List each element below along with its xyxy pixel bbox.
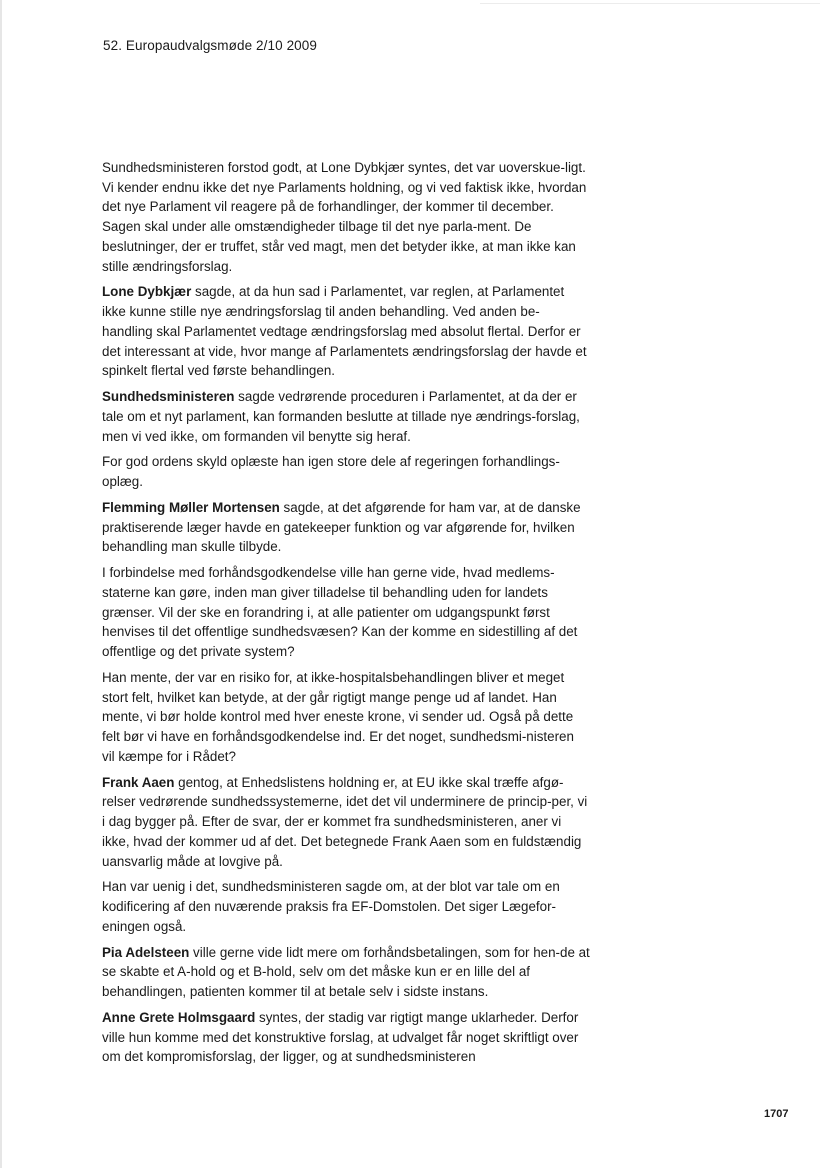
speaker-name: Sundhedsministeren [102, 389, 235, 405]
speaker-name: Flemming Møller Mortensen [102, 500, 280, 515]
paragraph-text: gentog, at Enhedslistens holdning er, at EU ikke skal træffe afgø-relser vedrørende sundhedssystemerne, idet det vil underminere de princip-per, vi i dag bygger på. Efter de svar, der er kommet fra sundhedsministeren, aner vi ikke, hvad der kommer ud af det. Det betegnede Frank Aaen som en fuldstændig uansvarlig måde at lovgive på. [102, 774, 588, 869]
paragraph-text: syntes, der stadig var rigtigt mange uklarheder. Derfor ville hun komme med det konstruktive forslag, at udvalget får noget skriftligt over om det kompromisforslag, der ligger, og at sundhedsministeren [102, 1010, 579, 1065]
paragraph-text: Han var uenig i det, sundhedsministeren sagde om, at der blot var tale om en kodificering af den nuværende praksis fra EF-Domstolen. Det siger Lægefor-eningen også. [102, 879, 560, 934]
speaker-name: Pia Adelsteen [102, 944, 190, 960]
paragraph-text: Han mente, der var en risiko for, at ikke-hospitalsbehandlingen bliver et meget stort felt, hvilket kan betyde, at der går rigtigt mange penge ud af landet. Han mente, vi bør holde kontrol med hver eneste krone, vi sender ud. Også på dette felt bør vi have en forhåndsgodkendelse ind. Er det noget, sundhedsmi-nisteren vil kæmpe for i Rådet? [102, 670, 574, 764]
paragraph [102, 563, 590, 662]
document-body [102, 158, 590, 1073]
paragraph [102, 773, 590, 872]
paragraph-text: sagde vedrørende proceduren i Parlamentet, at da der er tale om et nyt parlament, kan formanden beslutte at tillade nye ændrings-forslag, men vi ved ikke, om formanden vil benytte sig heraf. [102, 389, 580, 444]
paragraph [102, 668, 590, 767]
speaker-name: Frank Aaen [102, 774, 175, 790]
paragraph-text: sagde, at da hun sad i Parlamentet, var reglen, at Parlamentet ikke kunne stille nye ændringsforslag til anden behandling. Ved anden be-handling skal Parlamentet vedtage ændringsforslag med absolut flertal. Derfor er det interessant at vide, hvor mange af Parlamentets ændringsforslag der havde et spinkelt flertal ved første behandlingen. [102, 284, 587, 379]
paragraph-text: Sundhedsministeren forstod godt, at Lone Dybkjær syntes, det var uoverskue-ligt. Vi kender endnu ikke det nye Parlaments holdning, og vi ved faktisk ikke, hvordan det nye Parlament vil reagere på de forhandlinger, der kommer til december. Sagen skal under alle omstændigheder tilbage til det nye parla-ment. De beslutninger, der er truffet, står ved magt, men det betyder ikke, at man ikke kan stille ændringsforslag. [102, 160, 587, 274]
scan-top-line [480, 3, 820, 4]
paragraph [102, 282, 590, 381]
scan-edge-shadow [0, 0, 2, 1168]
speaker-name: Anne Grete Holmsgaard [102, 1010, 256, 1025]
paragraph [102, 498, 590, 557]
page-header: 52. Europaudvalgsmøde 2/10 2009 [103, 38, 317, 53]
paragraph [102, 943, 590, 1002]
paragraph [102, 452, 590, 491]
paragraph-text: I forbindelse med forhåndsgodkendelse ville han gerne vide, hvad medlems-staterne kan gøre, inden man giver tilladelse til behandling uden for landets grænser. Vil der ske en forandring i, at alle patienter om udgangspunkt først henvises til det offentlige sundhedsvæsen? Kan der komme en sidestilling af det offentlige og det private system? [102, 565, 578, 660]
paragraph [102, 877, 590, 936]
paragraph-text: For god ordens skyld oplæste han igen store dele af regeringen forhandlings-oplæg. [102, 454, 560, 490]
speaker-name: Lone Dybkjær [102, 284, 192, 300]
paragraph-text: ville gerne vide lidt mere om forhåndsbetalingen, som for hen-de at se skabte et A-hold og et B-hold, selv om det måske kun er en lille del af behandlingen, patienten kommer til at betale selv i sidste instans. [102, 944, 590, 1000]
paragraph [102, 158, 590, 276]
page-number: 1707 [764, 1108, 789, 1120]
paragraph [102, 387, 590, 446]
paragraph-text: sagde, at det afgørende for ham var, at de danske praktiserende læger havde en gatekeeper funktion og var afgørende for, hvilken behandling man skulle tilbyde. [102, 500, 581, 555]
paragraph [102, 1008, 590, 1067]
